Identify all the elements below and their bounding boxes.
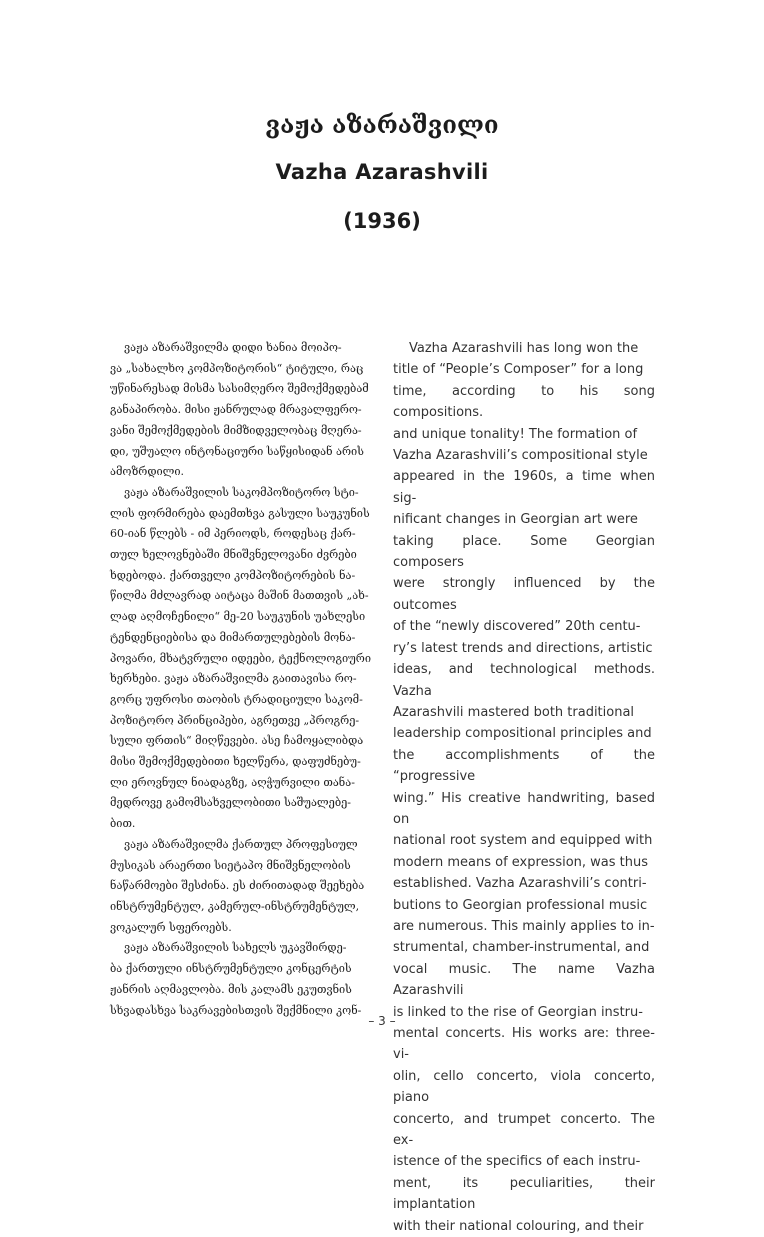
georgian-paragraph-2: ვაჟა აზარაშვილის საკომპოზიტორო სტი- ლის ფორმირება დაემთხვა გასული საუკუნის 60-იან წლებს - იმ პერიოდს, როდესაც ქარ- თულ ხელოვნებაში მნიშვნელოვანი ძვრები ხდებოდა. ქართველი კომპოზიტორების ნა- წილმა მძლავრად აიტაცა მაშინ მათთვის „ახ- ლად აღმოჩენილი“ მე-20 საუკუნის უახლესი ტენდენციებისა და მიმართულებების მონა- პოვარი, მხატვრული იდეები, ტექნოლოგიური ხერხები. ვაჟა აზარაშვილმა გაითავისა რო- გორც უფროსი თაობის ტრადიციული საკომ- პოზიტორო პრინციპები, აგრეთვე „პროგრე- სული ფრთის“ მიღწევები. ასე ჩამოყალიბდა მისი შემოქმედებითი ხელწერა, დაფუძნებუ- ლი ეროვნულ ნიადაგზე, აღჭურვილი თანა- მედროვე გამომსახველობითი საშუალებე- ბით. (110, 485, 372, 831)
georgian-paragraph-4: ვაჟა აზარაშვილის სახელს უკავშირდე- ბა ქართული ინსტრუმენტული კონცერტის ჟანრის აღმავლობა. მის კალამს ეკუთვნის სხვადასხვა საკრავებისთვის შექმნილი კონ- (110, 941, 362, 1017)
georgian-paragraph-1: ვაჟა აზარაშვილმა დიდი ხანია მოიპო- ვა „სახალხო კომპოზიტორის“ ტიტული, რაც უწინარესად მისმა სასიმღერო შემოქმედებამ განაპირობა. მისი ჟანრულად მრავალფერო- ვანი შემოქმედების მიმზიდველობაც მღერა- დი, უშუალო ინტონაციური საწყისიდან არის ამოზრდილი. (110, 341, 369, 479)
page-number: – 3 – (368, 1014, 396, 1028)
georgian-text-column (110, 338, 378, 1021)
english-paragraph-1: Vazha Azarashvili has long won the title of “People’s Composer” for a long time, according to his song compositions. and unique tonality! The formation of Vazha Azarashvili’s compositional style appeared in the 1960s, a time when sig- nificant changes in Georgian art were taking place. Some Georgian composers were strongly influenced by the outcomes of the “newly discovered” 20th centu- ry’s latest trends and directions, artistic ideas, and technological methods. Vazha Azarashvili mastered both traditional leadership compositional principles and the accomplishments of the “progressive wing.” His creative handwriting, based on national root system and equipped with modern means of expression, was thus established. Vazha Azarashvili’s contri- butions to Georgian professional music are numerous. This mainly applies to in- strumental, chamber-instrumental, and vocal music. The name Vazha Azarashvili is linked to the rise of Georgian instru- mental concerts. His works are: three-vi- olin, cello concerto, viola concerto, piano concerto, and trumpet concerto. The ex- istence of the specifics of each instru- ment, its peculiarities, their implantation with their national colouring, and their (393, 341, 655, 1234)
title-english: Vazha Azarashvili (275, 160, 489, 184)
georgian-paragraph-3: ვაჟა აზარაშვილმა ქართულ პროფესიულ მუსიკას არაერთი სიეტაპო მნიშვნელობის ნაწარმოები შესძინა. ეს ძირითადად შეეხება ინსტრუმენტულ, კამერულ-ინსტრუმენტულ, ვოკალურ სფეროებს. (110, 837, 365, 934)
title-year: (1936) (343, 209, 421, 233)
title-block (0, 100, 764, 248)
title-georgian: ვაჟა აზარაშვილი (265, 110, 499, 139)
english-text-column (393, 338, 655, 1237)
